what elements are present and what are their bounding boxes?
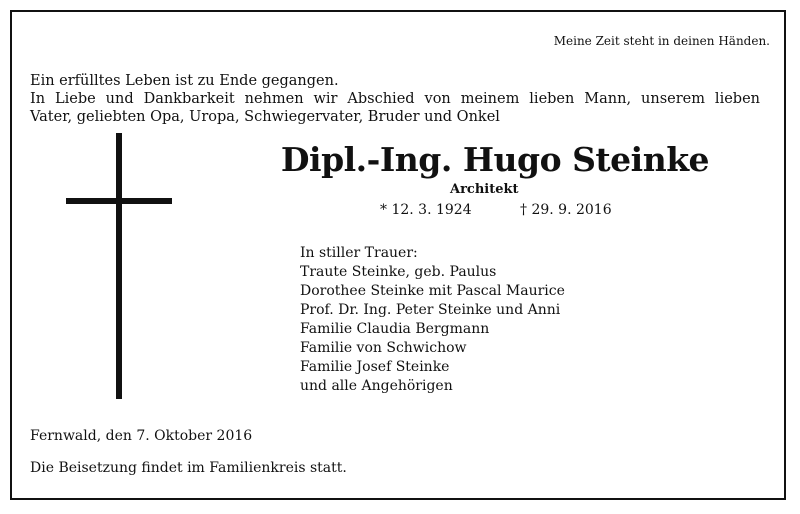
funeral-note: Die Beisetzung findet im Familienkreis statt. xyxy=(30,460,347,476)
motto-text: Meine Zeit steht in deinen Händen. xyxy=(553,34,770,48)
intro-line: Ein erfülltes Leben ist zu Ende gegangen. xyxy=(30,73,339,89)
mourners-heading: In stiller Trauer: xyxy=(300,245,418,261)
mourners-list xyxy=(300,244,565,396)
cross-vertical-bar xyxy=(116,133,122,399)
place-date: Fernwald, den 7. Oktober 2016 xyxy=(30,428,253,444)
mourner-item: Prof. Dr. Ing. Peter Steinke und Anni xyxy=(300,302,561,318)
deceased-title: Architekt xyxy=(450,182,519,197)
deceased-name: Dipl.-Ing. Hugo Steinke xyxy=(280,140,710,179)
mourner-item: und alle Angehörigen xyxy=(300,378,453,394)
cross-horizontal-bar xyxy=(66,198,172,204)
intro-line: In Liebe und Dankbarkeit nehmen wir Abschied von meinem lieben Mann, unserem lieben xyxy=(30,91,760,107)
mourner-item: Familie Claudia Bergmann xyxy=(300,321,490,337)
mourner-item: Dorothee Steinke mit Pascal Maurice xyxy=(300,283,565,299)
birth-date: * 12. 3. 1924 xyxy=(380,202,472,218)
intro-text xyxy=(30,72,760,126)
cross-icon xyxy=(66,133,176,399)
death-date: † 29. 9. 2016 xyxy=(520,202,612,218)
mourner-item: Traute Steinke, geb. Paulus xyxy=(300,264,497,280)
intro-line: Vater, geliebten Opa, Uropa, Schwiegervater, Bruder und Onkel xyxy=(30,109,500,125)
mourner-item: Familie Josef Steinke xyxy=(300,359,450,375)
mourner-item: Familie von Schwichow xyxy=(300,340,467,356)
